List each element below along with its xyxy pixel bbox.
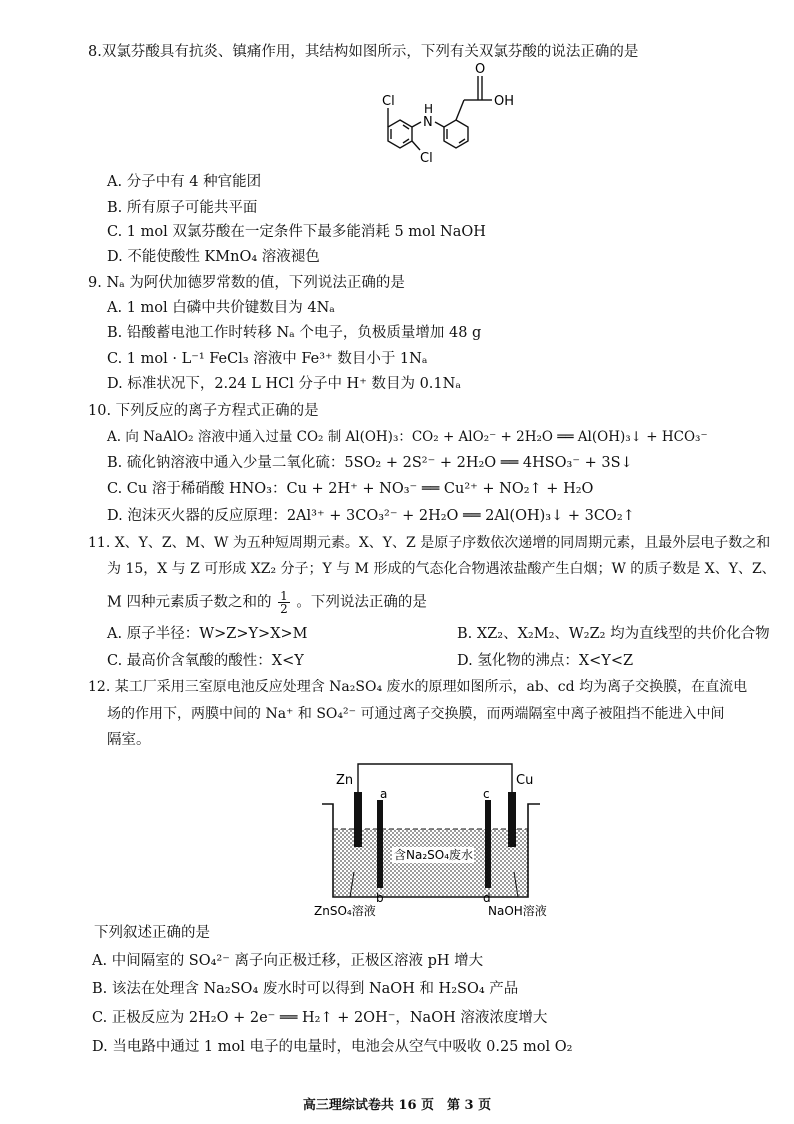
q8-option-c: C. 1 mol 双氯芬酸在一定条件下最多能消耗 5 mol NaOH: [107, 224, 486, 240]
q8-option-b: B. 所有原子可能共平面: [107, 200, 258, 216]
page-footer: 高三理综试卷共 16 页 第 3 页: [302, 1098, 492, 1113]
q10-option-d: D. 泡沫灭火器的反应原理：2Al³⁺ + 3CO₃²⁻ + 2H₂O ══ 2Al(OH)₃↓ + 3CO₂↑: [107, 508, 635, 524]
q8-option-d: D. 不能使酸性 KMnO₄ 溶液褪色: [107, 249, 320, 265]
h-label: H: [424, 102, 434, 116]
n-label: N: [423, 115, 433, 130]
q9-option-d: D. 标准状况下，2.24 L HCl 分子中 H⁺ 数目为 0.1Nₐ: [107, 376, 461, 392]
cl-top-label: Cl: [382, 94, 395, 109]
fraction-numerator: 1: [280, 589, 288, 603]
q11-option-a: A. 原子半径：W>Z>Y>X>M: [107, 626, 308, 642]
q12-stem-line2: 场的作用下，两膜中间的 Na⁺ 和 SO₄²⁻ 可通过离子交换膜，而两端隔室中离子被阻挡不能进入中间: [107, 706, 725, 722]
q11-option-b: B. XZ₂、X₂M₂、W₂Z₂ 均为直线型的共价化合物: [457, 626, 770, 642]
zn-label: Zn: [336, 773, 354, 788]
q10-option-c: C. Cu 溶于稀硝酸 HNO₃：Cu + 2H⁺ + NO₃⁻ ══ Cu²⁺ + NO₂↑ + H₂O: [107, 481, 594, 497]
q10-stem: 10. 下列反应的离子方程式正确的是: [88, 403, 319, 419]
q12-stem-line1: 12. 某工厂采用三室原电池反应处理含 Na₂SO₄ 废水的原理如图所示，ab、cd 均为离子交换膜，在直流电: [88, 679, 748, 695]
right-solution-label: NaOH溶液: [488, 904, 547, 918]
o-label: O: [475, 62, 486, 77]
q11-stem-line1: 11. X、Y、Z、M、W 为五种短周期元素。X、Y、Z 是原子序数依次递增的同周期元素，且最外层电子数之和: [88, 535, 771, 551]
q8-stem: 8.双氯芬酸具有抗炎、镇痛作用，其结构如图所示，下列有关双氯芬酸的说法正确的是: [88, 44, 639, 60]
q12-stem-line3: 隔室。: [107, 732, 151, 748]
q8-option-a: A. 分子中有 4 种官能团: [107, 174, 262, 190]
q11-stem-line2: 为 15，X 与 Z 可形成 XZ₂ 分子；Y 与 M 形成的气态化合物遇浓盐酸产生白烟；W 的质子数是 X、Y、Z、: [107, 561, 776, 577]
q11-stem-line3a: M 四种元素质子数之和的: [107, 594, 272, 611]
zn-electrode: [354, 792, 362, 847]
membrane-ab: [377, 800, 383, 888]
q10-option-a: A. 向 NaAlO₂ 溶液中通入过量 CO₂ 制 Al(OH)₃：CO₂ + AlO₂⁻ + 2H₂O ══ Al(OH)₃↓ + HCO₃⁻: [107, 429, 708, 445]
q9-stem: 9. Nₐ 为阿伏加德罗常数的值，下列说法正确的是: [88, 275, 405, 291]
q9-option-b: B. 铅酸蓄电池工作时转移 Nₐ 个电子，负极质量增加 48 g: [107, 325, 482, 341]
q9-option-a: A. 1 mol 白磷中共价键数目为 4Nₐ: [107, 300, 335, 316]
q12-option-a: A. 中间隔室的 SO₄²⁻ 离子向正极迁移，正极区溶液 pH 增大: [92, 953, 484, 969]
q11-option-c: C. 最高价含氧酸的酸性：X<Y: [107, 653, 304, 669]
q10-option-b: B. 硫化钠溶液中通入少量二氧化硫：5SO₂ + 2S²⁻ + 2H₂O ══ 4HSO₃⁻ + 3S↓: [107, 455, 633, 471]
cu-label: Cu: [516, 773, 534, 788]
membrane-d-label: d: [483, 891, 491, 905]
q11-stem-line3b: 。下列说法正确的是: [296, 594, 427, 611]
electrolytic-cell-diagram: [300, 752, 560, 922]
membrane-b-label: b: [376, 891, 384, 905]
cu-electrode: [508, 792, 516, 847]
membrane-c-label: c: [483, 787, 490, 801]
fraction-half: [278, 590, 290, 615]
fraction-denominator: 2: [280, 602, 288, 616]
middle-chamber-label: 含Na₂SO₄废水: [394, 848, 474, 862]
left-solution-label: ZnSO₄溶液: [314, 904, 376, 918]
cl-bottom-label: Cl: [420, 151, 433, 166]
diclofenac-structure: [360, 62, 530, 174]
oh-label: OH: [494, 94, 515, 109]
q11-option-d: D. 氢化物的沸点：X<Y<Z: [457, 653, 634, 669]
q12-prompt: 下列叙述正确的是: [94, 925, 210, 941]
q12-option-c: C. 正极反应为 2H₂O + 2e⁻ ══ H₂↑ + 2OH⁻，NaOH 溶液浓度增大: [92, 1010, 548, 1026]
q11-stem-line3: [107, 590, 427, 615]
q12-option-d: D. 当电路中通过 1 mol 电子的电量时，电池会从空气中吸收 0.25 mol O₂: [92, 1039, 573, 1055]
membrane-cd: [485, 800, 491, 888]
membrane-a-label: a: [380, 787, 388, 801]
q9-option-c: C. 1 mol · L⁻¹ FeCl₃ 溶液中 Fe³⁺ 数目小于 1Nₐ: [107, 351, 428, 367]
q12-option-b: B. 该法在处理含 Na₂SO₄ 废水时可以得到 NaOH 和 H₂SO₄ 产品: [92, 981, 519, 997]
